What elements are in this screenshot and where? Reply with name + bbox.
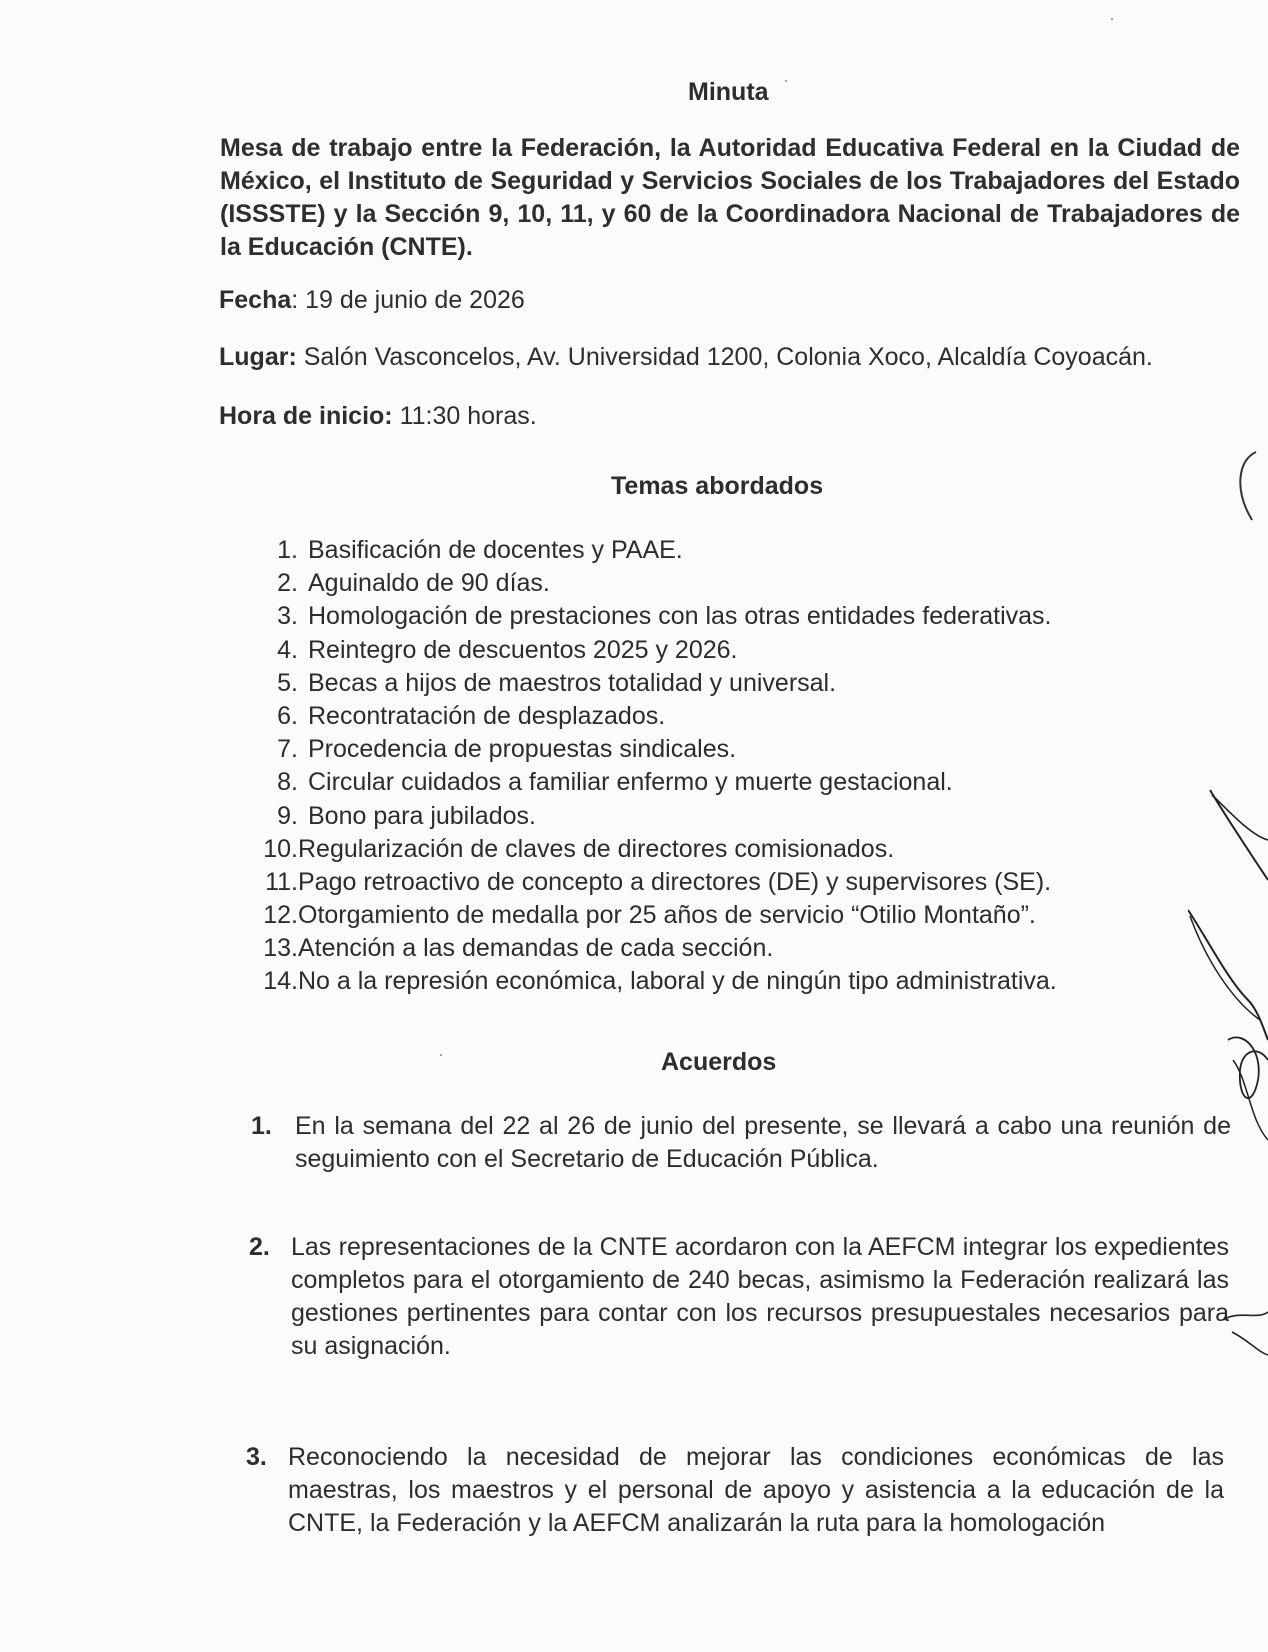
agreement-number: 2. (249, 1233, 270, 1261)
list-item (254, 700, 1057, 733)
list-item (254, 899, 1057, 932)
signature-marks (1188, 440, 1268, 1360)
topic-text: Circular cuidados a familiar enfermo y muerte gestacional. (308, 768, 953, 797)
topic-text: Otorgamiento de medalla por 25 años de servicio “Otilio Montaño”. (298, 901, 1036, 930)
place-label: Lugar: (219, 343, 297, 371)
document-title: Minuta (688, 78, 769, 106)
meeting-place (219, 343, 1153, 372)
topic-text: Reintegro de descuentos 2025 y 2026. (308, 635, 738, 664)
topic-text: Pago retroactivo de concepto a directores (DE) y supervisores (SE). (298, 867, 1052, 896)
topic-number: 11. (265, 867, 298, 896)
topic-text: Atención a las demandas de cada sección. (298, 934, 774, 963)
scan-speck (785, 80, 787, 82)
topic-number: 12. (263, 901, 298, 930)
agreements-heading: Acuerdos (661, 1048, 777, 1076)
topic-number: 5. (277, 668, 298, 697)
topics-list (254, 534, 1057, 999)
topics-heading: Temas abordados (611, 472, 824, 500)
topic-number: 14. (263, 967, 298, 996)
agreement-number: 1. (251, 1112, 272, 1140)
topic-number: 6. (277, 701, 298, 730)
date-label: Fecha (219, 286, 292, 314)
topic-number: 9. (277, 801, 298, 830)
list-item (254, 667, 1057, 700)
agreement-text: Reconociendo la necesidad de mejorar las condiciones económicas de las maestras, los maestros y el personal de apoyo y asistencia a la educación de la CNTE, la Federación y la AEFCM analizarán la ruta para la homologación (288, 1443, 1224, 1537)
list-item (254, 567, 1057, 600)
topic-number: 8. (277, 768, 298, 797)
topic-text: Aguinaldo de 90 días. (308, 569, 550, 598)
topic-number: 7. (277, 735, 298, 764)
list-item (254, 800, 1057, 833)
topic-text: Becas a hijos de maestros totalidad y universal. (308, 668, 837, 697)
topic-number: 3. (277, 602, 298, 631)
list-item (254, 833, 1057, 866)
document-subtitle: Mesa de trabajo entre la Federación, la Autoridad Educativa Federal en la Ciudad de México, el Instituto de Seguridad y Servicios Sociales de los Trabajadores del Estado (ISSSTE) y la Sección 9, 10, 11, y 60 de la Coordinadora Nacional de Trabajadores de la Educación (CNTE). (220, 134, 1240, 261)
meeting-date (219, 286, 525, 315)
topic-number: 2. (277, 569, 298, 598)
meeting-start-time (219, 402, 537, 431)
scan-speck (1111, 18, 1113, 20)
list-item (254, 965, 1057, 998)
topic-text: Recontratación de desplazados. (308, 701, 666, 730)
agreement-text: En la semana del 22 al 26 de junio del presente, se llevará a cabo una reunión de seguimiento con el Secretario de Educación Pública. (295, 1112, 1231, 1173)
topic-number: 13. (263, 934, 298, 963)
start-time-label: Hora de inicio: (219, 402, 393, 430)
list-item (254, 733, 1057, 766)
start-time-value: 11:30 horas. (392, 402, 537, 430)
scan-speck (440, 1054, 442, 1056)
list-item (254, 634, 1057, 667)
place-value: Salón Vasconcelos, Av. Universidad 1200, Colonia Xoco, Alcaldía Coyoacán. (296, 343, 1153, 371)
topic-text: Procedencia de propuestas sindicales. (308, 735, 737, 764)
topic-number: 4. (277, 635, 298, 664)
list-item (254, 534, 1057, 567)
topic-text: Regularización de claves de directores comisionados. (298, 834, 895, 863)
topic-number: 10. (263, 834, 298, 863)
agreement-text: Las representaciones de la CNTE acordaron con la AEFCM integrar los expedientes completos para el otorgamiento de 240 becas, asimismo la Federación realizará las gestiones pertinentes para contar con los recursos presupuestales necesarios para su asignación. (291, 1233, 1229, 1360)
topic-text: No a la represión económica, laboral y de ningún tipo administrativa. (298, 967, 1057, 996)
topic-text: Basificación de docentes y PAAE. (308, 536, 683, 564)
list-item (254, 866, 1057, 899)
list-item (254, 932, 1057, 965)
topic-number: 1. (277, 536, 298, 564)
date-value: : 19 de junio de 2026 (291, 286, 525, 314)
topic-text: Bono para jubilados. (308, 801, 536, 830)
agreement-number: 3. (246, 1443, 267, 1471)
list-item (254, 600, 1057, 633)
topic-text: Homologación de prestaciones con las otras entidades federativas. (308, 602, 1052, 631)
list-item (254, 766, 1057, 799)
